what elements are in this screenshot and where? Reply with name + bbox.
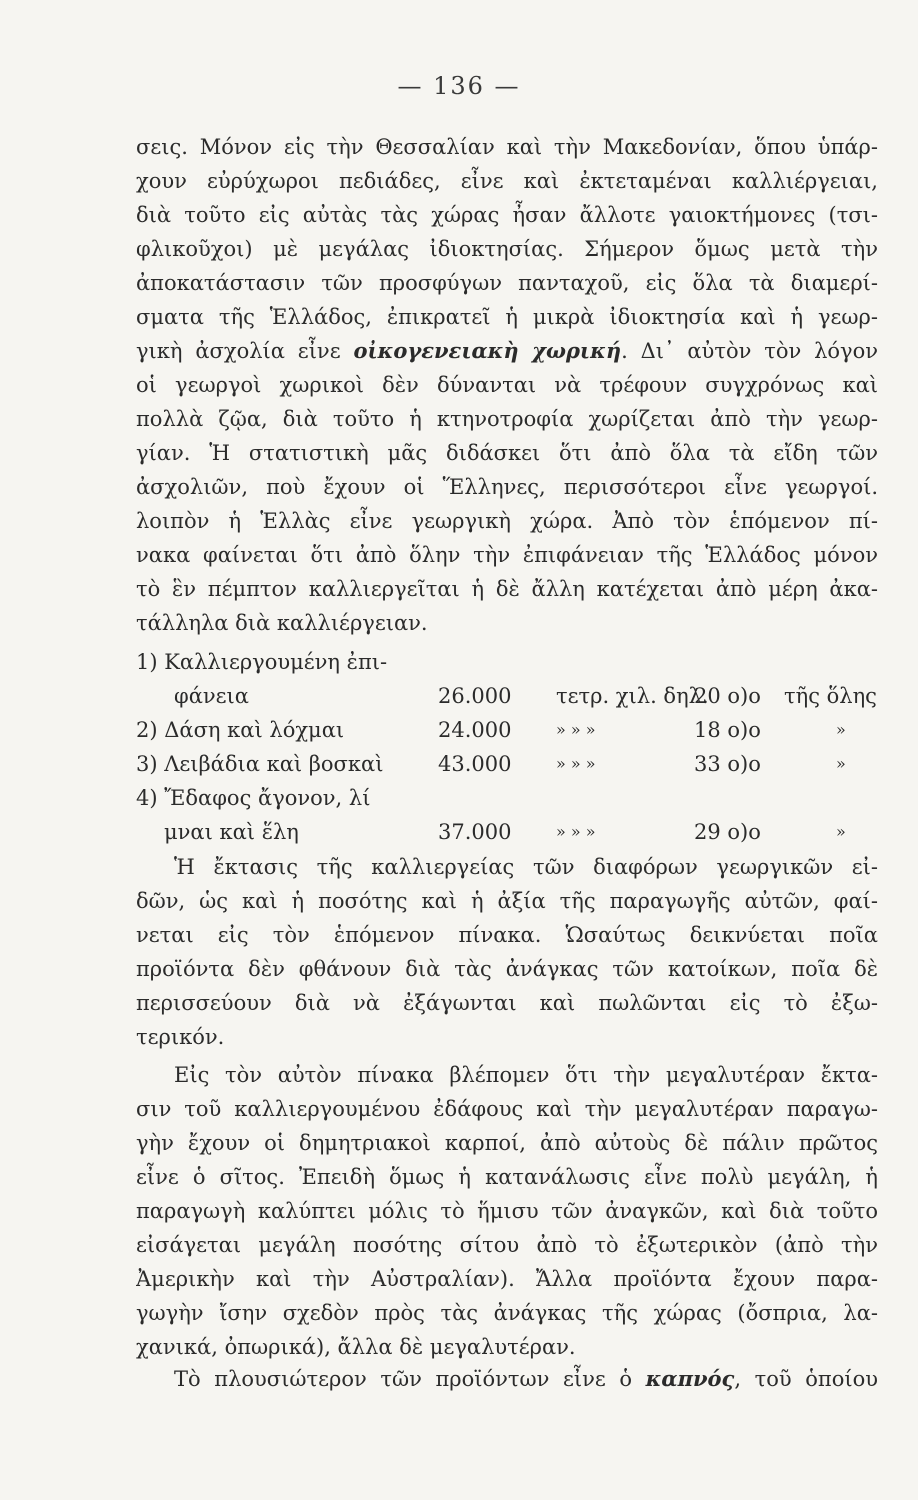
ditto-mark: » xyxy=(836,720,846,739)
area-value: 26.000 xyxy=(438,684,512,708)
text-line: ἀσχολιῶν, ποὺ ἔχουν οἱ Ἕλληνες, περισσότεροι εἶνε γεωργοί. xyxy=(136,475,878,499)
text-line: χανικά, ὀπωρικά), ἄλλα δὲ μεγαλυτέραν. xyxy=(136,1335,576,1359)
area-value: 37.000 xyxy=(438,820,512,844)
percent-value: 18 ο)ο xyxy=(694,718,761,742)
row-label: 2) Δάση καὶ λόχμαι xyxy=(136,718,345,742)
ditto-marks: » » » xyxy=(556,822,596,841)
row-label: μναι καὶ ἕλη xyxy=(164,820,299,844)
percent-value: 20 ο)ο xyxy=(694,684,761,708)
ditto-mark: » xyxy=(836,822,846,841)
text-line: παραγωγὴ καλύπτει μόλις τὸ ἥμισυ τῶν ἀναγκῶν, καὶ διὰ τοῦτο xyxy=(136,1199,878,1223)
text-line: ἀποκατάστασιν τῶν προσφύγων πανταχοῦ, εἰς ὅλα τὰ διαμερί- xyxy=(136,271,878,295)
text-line: εἰσάγεται μεγάλη ποσότης σίτου ἀπὸ τὸ ἐξωτερικὸν (ἀπὸ τὴν xyxy=(136,1233,878,1257)
text-line: σεις. Μόνον εἰς τὴν Θεσσαλίαν καὶ τὴν Μακεδονίαν, ὅπου ὑπάρ- xyxy=(136,135,878,159)
table-row xyxy=(136,645,878,679)
text-line: λοιπὸν ἡ Ἑλλὰς εἶνε γεωργικὴ χώρα. Ἀπὸ τὸν ἑπόμενον πί- xyxy=(136,509,878,533)
text-line: Εἰς τὸν αὐτὸν πίνακα βλέπομεν ὅτι τὴν μεγαλυτέραν ἔκτα- xyxy=(174,1063,878,1087)
land-use-table xyxy=(136,645,878,849)
ditto-marks: » » » xyxy=(556,720,596,739)
table-row xyxy=(136,747,878,781)
text-line: περισσεύουν διὰ νὰ ἐξάγωνται καὶ πωλῶνται εἰς τὸ ἐξω- xyxy=(136,991,878,1015)
text-line: νεται εἰς τὸν ἑπόμενον πίνακα. Ὡσαύτως δεικνύεται ποῖα xyxy=(136,923,878,947)
table-row xyxy=(136,815,878,849)
paragraph-4 xyxy=(136,1362,878,1396)
text-line: δῶν, ὡς καὶ ἡ ποσότης καὶ ἡ ἀξία τῆς παραγωγῆς αὐτῶν, φαί- xyxy=(136,889,878,913)
of-total-label: τῆς ὅλης xyxy=(784,684,877,708)
table-row xyxy=(136,781,878,815)
page-number: — 136 — xyxy=(397,72,521,100)
text-line: τάλληλα διὰ καλλιέργειαν. xyxy=(136,611,428,635)
text-line: φλικοῦχοι) μὲ μεγάλας ἰδιοκτησίας. Σήμερον ὅμως μετὰ τὴν xyxy=(136,237,878,261)
text-line: γίαν. Ἡ στατιστικὴ μᾶς διδάσκει ὅτι ἀπὸ ὅλα τὰ εἴδη τῶν xyxy=(136,441,878,465)
text-line: Ἡ ἔκτασις τῆς καλλιεργείας τῶν διαφόρων γεωργικῶν εἰ- xyxy=(174,855,878,879)
row-label: 1) Καλλιεργουμένη ἐπι- xyxy=(136,650,388,674)
text-line: γωγὴν ἴσην σχεδὸν πρὸς τὰς ἀνάγκας τῆς χώρας (ὄσπρια, λα- xyxy=(136,1301,878,1325)
table-row xyxy=(136,679,878,713)
emphasis-family-farming: οἰκογενειακὴ χωρική xyxy=(353,338,622,363)
text-line: Τὸ πλουσιώτερον τῶν προϊόντων εἶνε ὁ καπνός, τοῦ ὁποίου xyxy=(174,1366,878,1391)
text-line: προϊόντα δὲν φθάνουν διὰ τὰς ἀνάγκας τῶν κατοίκων, ποῖα δὲ xyxy=(136,957,878,981)
ditto-mark: » xyxy=(836,754,846,773)
text-line: τὸ ἓν πέμπτον καλλιεργεῖται ἡ δὲ ἄλλη κατέχεται ἀπὸ μέρη ἀκα- xyxy=(136,577,878,601)
text-line: σιν τοῦ καλλιεργουμένου ἐδάφους καὶ τὴν μεγαλυτέραν παραγω- xyxy=(136,1097,878,1121)
text-line: οἱ γεωργοὶ χωρικοὶ δὲν δύνανται νὰ τρέφουν συγχρόνως καὶ xyxy=(136,373,878,397)
paragraph-1 xyxy=(136,130,878,640)
text-line: Ἀμερικὴν καὶ τὴν Αὐστραλίαν). Ἄλλα προϊόντα ἔχουν παρα- xyxy=(136,1267,878,1291)
area-value: 43.000 xyxy=(438,752,512,776)
text-line: πολλὰ ζῷα, διὰ τοῦτο ἡ κτηνοτροφία χωρίζεται ἀπὸ τὴν γεωρ- xyxy=(136,407,878,431)
text-line: χουν εὐρύχωροι πεδιάδες, εἶνε καὶ ἐκτεταμέναι καλλιέργειαι, xyxy=(136,169,878,193)
emphasis-tobacco: καπνός xyxy=(645,1366,735,1391)
paragraph-2 xyxy=(136,850,878,1054)
text-line: διὰ τοῦτο εἰς αὐτὰς τὰς χώρας ἦσαν ἄλλοτε γαιοκτήμονες (τσι- xyxy=(136,203,878,227)
text-line: εἶνε ὁ σῖτος. Ἐπειδὴ ὅμως ἡ κατανάλωσις εἶνε πολὺ μεγάλη, ἡ xyxy=(136,1165,878,1189)
area-value: 24.000 xyxy=(438,718,512,742)
unit-label: τετρ. χιλ. δηλ. xyxy=(556,684,709,708)
row-label: 4) Ἔδαφος ἄγονον, λί xyxy=(136,786,371,810)
percent-value: 33 ο)ο xyxy=(694,752,761,776)
text-line: γὴν ἔχουν οἱ δημητριακοὶ καρποί, ἀπὸ αὐτοὺς δὲ πάλιν πρῶτος xyxy=(136,1131,878,1155)
text-line: γικὴ ἀσχολία εἶνε οἰκογενειακὴ χωρική. Δι᾽ αὐτὸν τὸν λόγον xyxy=(136,338,878,363)
percent-value: 29 ο)ο xyxy=(694,820,761,844)
row-label: φάνεια xyxy=(174,684,249,708)
paragraph-3 xyxy=(136,1058,878,1364)
text-line: τερικόν. xyxy=(136,1025,225,1049)
text-line: νακα φαίνεται ὅτι ἀπὸ ὅλην τὴν ἐπιφάνειαν τῆς Ἑλλάδος μόνον xyxy=(136,543,878,567)
table-row xyxy=(136,713,878,747)
text-line: σματα τῆς Ἑλλάδος, ἐπικρατεῖ ἡ μικρὰ ἰδιοκτησία καὶ ἡ γεωρ- xyxy=(136,305,878,329)
ditto-marks: » » » xyxy=(556,754,596,773)
row-label: 3) Λειβάδια καὶ βοσκαὶ xyxy=(136,752,384,776)
